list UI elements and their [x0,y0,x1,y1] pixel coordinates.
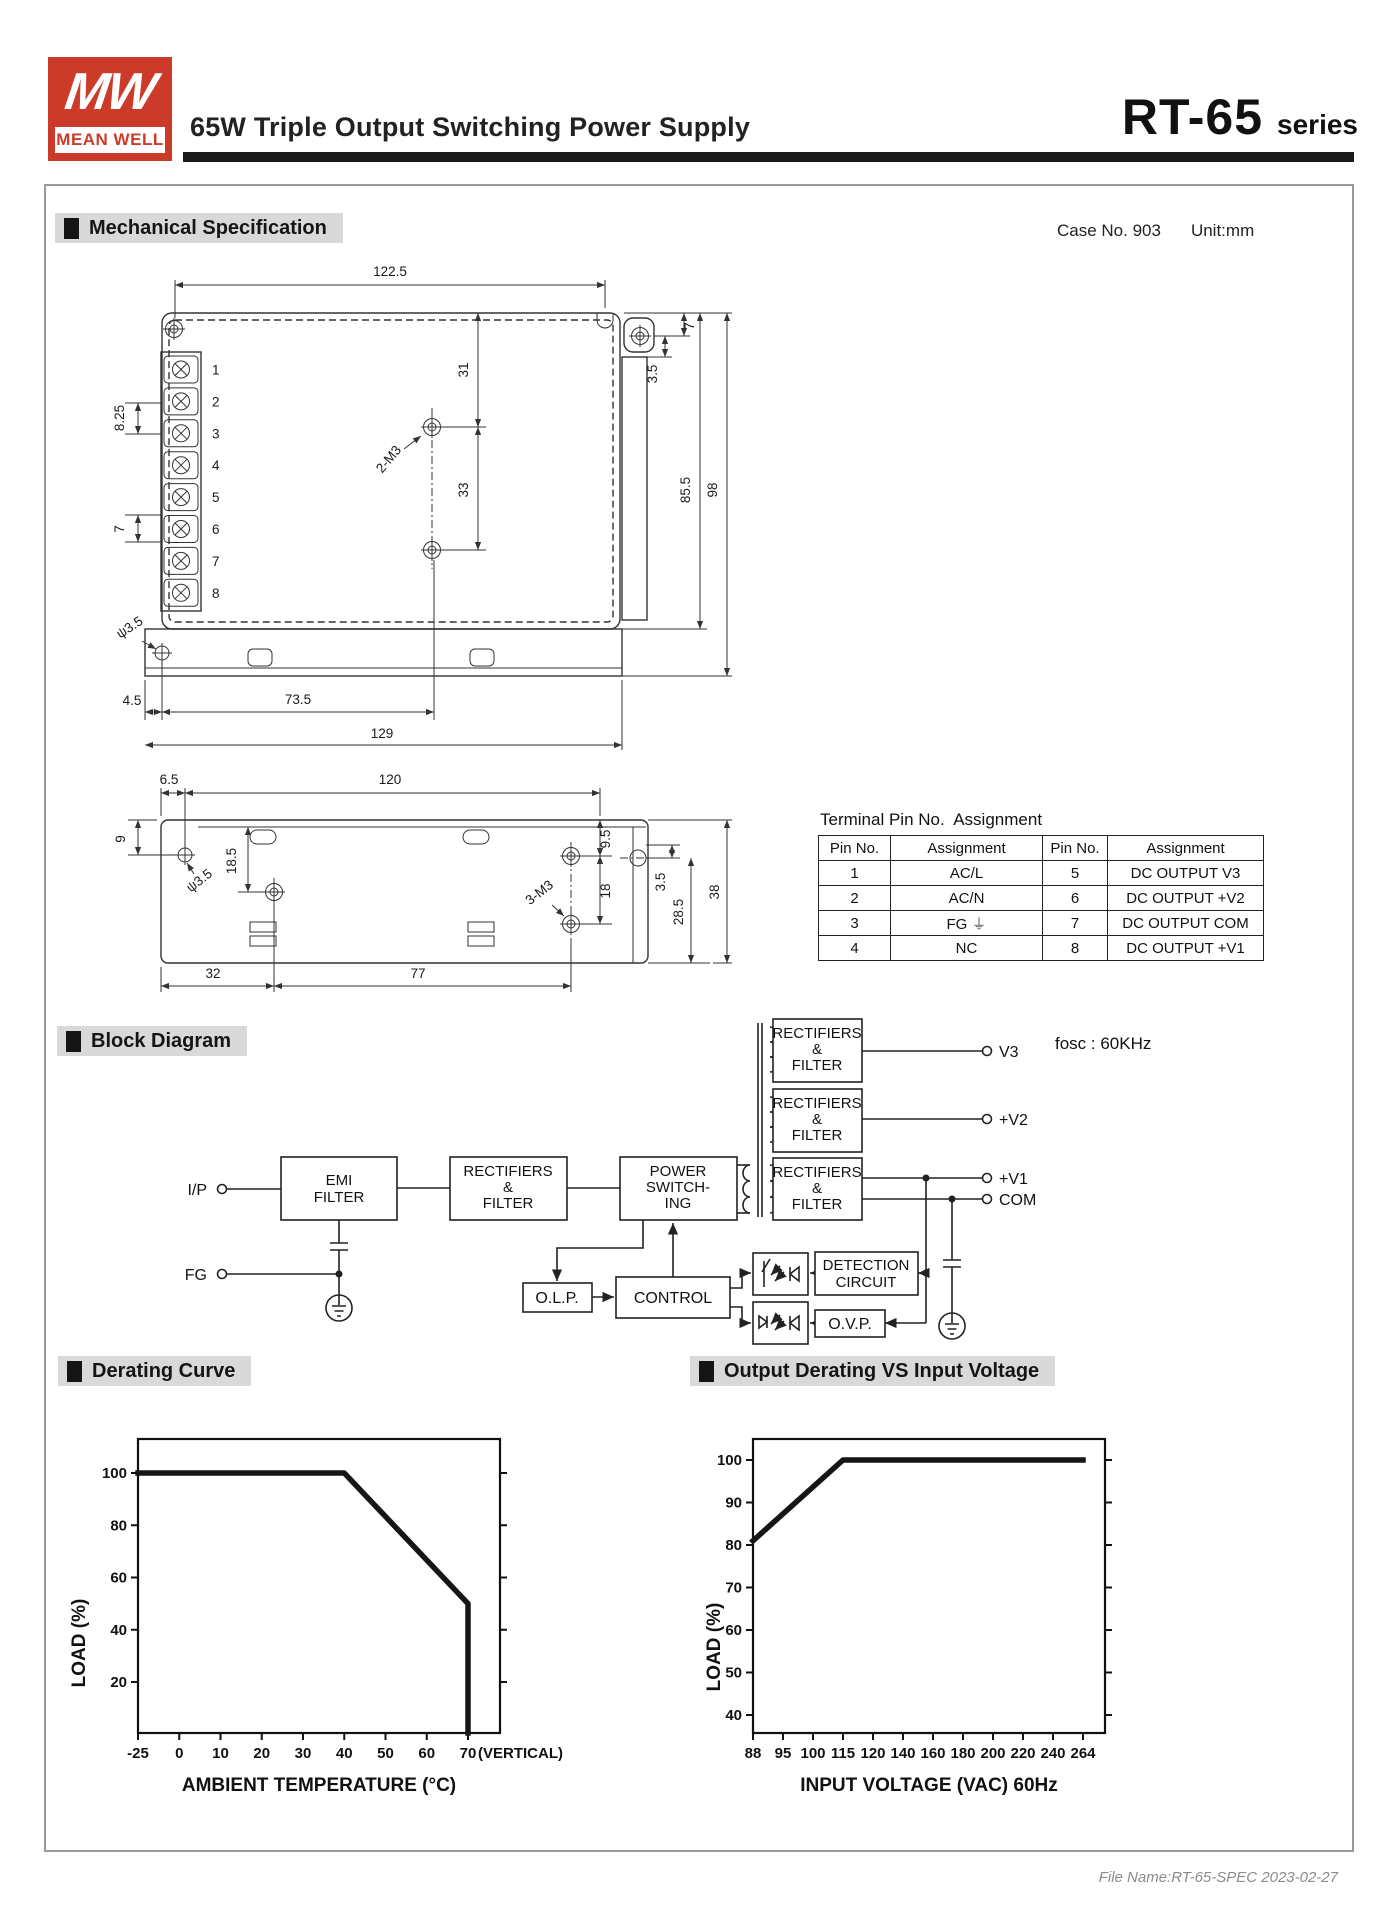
x-axis-label: AMBIENT TEMPERATURE (°C) [181,1775,457,1796]
fg-label: FG [184,1267,207,1284]
y-tick-label: 40 [725,1707,742,1724]
y-tick-label: 70 [725,1579,742,1597]
x-tick-label: 264 [1070,1745,1096,1762]
svg-text:FILTER: FILTER [791,1127,843,1144]
top-view-dimensions [112,264,732,750]
pin-table-cell: 4 [819,936,891,961]
model-series [1122,88,1358,146]
pin-table-cell: 6 [1043,886,1108,911]
pin-table-row [819,886,1264,911]
pin-table-cell: 1 [819,861,891,886]
y-tick-label: 60 [110,1569,127,1587]
dim-33: 33 [456,482,471,498]
x-tick-label: 20 [253,1745,271,1762]
y-tick-label: 100 [716,1452,742,1469]
bottom-view-dimensions [113,772,732,992]
dim-3-5: 3.5 [645,364,660,384]
section-bullet-icon [64,218,79,239]
terminal-number: 2 [212,394,220,410]
section-title: Mechanical Specification [89,216,327,239]
y-tick-label: 50 [725,1664,742,1682]
svg-text:RECTIFIERS: RECTIFIERS [772,1164,862,1181]
svg-text:&: & [811,1180,823,1197]
derating-line [138,1473,468,1733]
svg-text:CONTROL: CONTROL [633,1290,713,1307]
dim-hole2-psi3-5: ψ3.5 [183,865,216,896]
svg-text:RECTIFIERS: RECTIFIERS [463,1163,553,1180]
section-title: Output Derating VS Input Voltage [724,1359,1040,1382]
pin-table-header: Pin No. [819,836,891,861]
pin-table-cell: DC OUTPUT +V2 [1108,886,1264,911]
olp-box [523,1283,592,1312]
dim-18: 18 [598,883,613,899]
pin-table-cell: DC OUTPUT +V1 [1108,936,1264,961]
x-tick-label: 50 [377,1745,394,1762]
svg-text:O.L.P.: O.L.P. [535,1290,579,1307]
section-title: Derating Curve [92,1359,236,1382]
y-tick-label: 100 [101,1465,127,1482]
terminal-number: 3 [212,426,220,442]
terminal-number: 8 [212,585,220,601]
dim-120: 120 [378,772,402,787]
output-terminals [862,1044,1036,1209]
pin-table-header-row [819,836,1264,861]
section-bullet-icon [66,1031,81,1052]
y-tick-label: 40 [110,1621,127,1639]
emi-filter-box [281,1157,397,1220]
model-name: RT-65 [1121,89,1264,145]
pin-table-title: Terminal Pin No. Assignment [820,810,1043,829]
section-bullet-icon [67,1361,82,1382]
rectifiers-filter-box-v1 [772,1158,862,1220]
pin-table-row [819,911,1264,936]
section-mechanical-specification [55,213,343,243]
y-tick-label: 60 [725,1622,742,1639]
v2-label: +V2 [999,1112,1028,1129]
pin-table-cell: FG ⏚ [891,911,1043,936]
input-label: I/P [187,1182,207,1199]
dim-98: 98 [705,482,720,498]
terminal-number: 7 [212,553,220,569]
case-note [1057,221,1254,241]
x-tick-label: 220 [1010,1745,1036,1762]
terminal-number: 4 [212,458,220,474]
header-rule [183,152,1354,162]
y-tick-label: 90 [725,1494,742,1512]
dim-8-25: 8.25 [112,404,127,432]
meanwell-logo [48,57,172,161]
dim-129: 129 [370,726,394,741]
pin-table-cell: NC [891,936,1043,961]
x-tick-label: 10 [212,1745,229,1762]
file-name: File Name:RT-65-SPEC 2023-02-27 [1098,1869,1338,1886]
dim-73-5: 73.5 [284,692,312,707]
dim-3-m3: 3-M3 [522,877,556,908]
y-tick-label: 80 [110,1517,127,1535]
x-tick-label: 200 [980,1745,1006,1762]
y-axis-label: LOAD (%) [69,1598,90,1688]
svg-text:EMI: EMI [325,1172,353,1189]
pin-table-header: Assignment [1108,836,1264,861]
x-tick-label: 0 [175,1745,184,1762]
detection-circuit-box [815,1252,918,1295]
x-tick-label: 180 [950,1745,976,1762]
dim-18-5: 18.5 [224,847,239,875]
pin-table-row [819,861,1264,886]
svg-text:FILTER: FILTER [313,1189,365,1206]
derating-curve-chart [60,1400,680,1820]
x-tick-label: -25 [127,1745,149,1762]
case-number: Case No. 903 [1057,221,1161,240]
svg-text:FILTER: FILTER [791,1196,843,1213]
x-tick-label: 240 [1040,1745,1066,1762]
rectifiers-filter-box-input [450,1157,567,1220]
dim-85-5: 85.5 [678,476,693,504]
output-derating-chart [620,1400,1320,1820]
dim-hole-psi3-5: ψ3.5 [113,613,146,642]
v3-label: V3 [999,1044,1019,1061]
x-tick-label: 115 [830,1745,856,1762]
pin-table-cell: AC/L [891,861,1043,886]
x-tick-label: 120 [860,1745,886,1762]
svg-text:RECTIFIERS: RECTIFIERS [772,1025,862,1042]
svg-text:FILTER: FILTER [791,1057,843,1074]
dim-7-right: 7 [682,322,697,330]
dim-31: 31 [456,362,471,378]
page-title: 65W Triple Output Switching Power Supply [190,112,751,142]
pin-table-cell: DC OUTPUT V3 [1108,861,1264,886]
pin-table-cell: DC OUTPUT COM [1108,911,1264,936]
derating-line [753,1460,1083,1541]
pin-table-cell: AC/N [891,886,1043,911]
section-bullet-icon [699,1361,714,1382]
x-tick-label: 70 [459,1745,477,1762]
terminal-number: 6 [212,522,220,537]
x-tick-label: 40 [335,1745,353,1762]
x-tick-label: 30 [294,1745,312,1762]
dim-32: 32 [205,966,221,981]
series-label: series [1277,109,1358,140]
optocoupler-1 [753,1253,808,1295]
svg-text:&: & [502,1179,514,1196]
svg-text:ING: ING [664,1195,692,1212]
svg-text:FILTER: FILTER [482,1195,534,1212]
y-tick-label: 20 [110,1674,127,1691]
rectifiers-filter-box-v3 [772,1019,862,1082]
plot-area [753,1439,1105,1733]
svg-text:RECTIFIERS: RECTIFIERS [772,1095,862,1112]
rectifiers-filter-box-v2 [772,1089,862,1152]
optocoupler-2 [753,1302,808,1344]
ip-terminal [218,1185,227,1194]
dim-77: 77 [410,966,426,981]
logo-brand-name: MEAN WELL [56,130,164,149]
logo-band [55,127,165,153]
ovp-box [815,1310,885,1337]
pin-table-cell: 2 [819,886,891,911]
section-output-derating [690,1356,1055,1386]
bottom-view-outline [161,820,660,963]
dim-4-5: 4.5 [122,693,142,708]
terminal-pin-assignment [818,810,1264,961]
y-axis-label: LOAD (%) [704,1602,725,1692]
svg-text:SWITCH-: SWITCH- [645,1179,711,1196]
control-box [616,1277,730,1318]
x-axis-suffix: (VERTICAL) [478,1745,563,1762]
unit-label: Unit:mm [1190,221,1255,240]
plot-area [138,1439,500,1733]
block-diagram [140,1010,1200,1360]
fg-terminal [218,1270,227,1279]
x-tick-label: 88 [744,1745,762,1762]
power-switching-box [620,1157,737,1220]
earth-ground-icon [939,1313,965,1339]
pin-table-cell: 7 [1043,911,1108,936]
section-derating-curve [58,1356,251,1386]
pin-table [818,835,1264,961]
dim-28-5: 28.5 [671,898,686,926]
pin-table-cell: 8 [1043,936,1108,961]
com-label: COM [999,1192,1037,1209]
pin-table-cell: 3 [819,911,891,936]
pin-table-header: Assignment [891,836,1043,861]
x-tick-label: 160 [920,1745,946,1762]
fosc-label: fosc : 60KHz [1055,1034,1152,1053]
dim-122-5: 122.5 [373,264,407,279]
v1-label: +V1 [999,1171,1028,1188]
mechanical-drawing [80,250,780,1020]
svg-text:&: & [811,1111,823,1128]
pin-table-header: Pin No. [1043,836,1108,861]
svg-text:POWER: POWER [649,1163,707,1180]
terminal-number: 5 [212,490,220,506]
pin-table-cell: 5 [1043,861,1108,886]
terminal-number: 1 [212,362,220,378]
dim-6-5: 6.5 [159,772,179,787]
svg-text:O.V.P.: O.V.P. [828,1316,872,1333]
earth-ground-icon [326,1295,352,1321]
y-tick-label: 80 [725,1537,742,1554]
dim-2-m3: 2-M3 [372,442,405,476]
x-tick-label: 95 [774,1745,792,1762]
dim-7-left: 7 [112,525,127,533]
x-axis-label: INPUT VOLTAGE (VAC) 60Hz [800,1775,1058,1796]
dim-3-5-b: 3.5 [653,872,668,892]
pin-table-row [819,936,1264,961]
transformer [737,1023,777,1217]
x-tick-label: 100 [800,1745,826,1762]
svg-text:&: & [811,1041,823,1058]
top-view-screws [152,318,651,663]
svg-text:DETECTION: DETECTION [822,1257,910,1274]
dim-9-5: 9.5 [598,829,613,849]
top-view-outline [145,313,654,676]
dim-9: 9 [113,835,128,843]
terminal-strip [164,356,220,606]
x-tick-label: 140 [890,1745,916,1762]
svg-text:CIRCUIT: CIRCUIT [835,1274,897,1291]
section-title: Block Diagram [91,1029,232,1052]
x-tick-label: 60 [418,1745,436,1762]
dim-38: 38 [707,884,722,900]
logo-mw-monogram: MW [61,63,159,121]
fg-ground-path [326,1220,352,1321]
